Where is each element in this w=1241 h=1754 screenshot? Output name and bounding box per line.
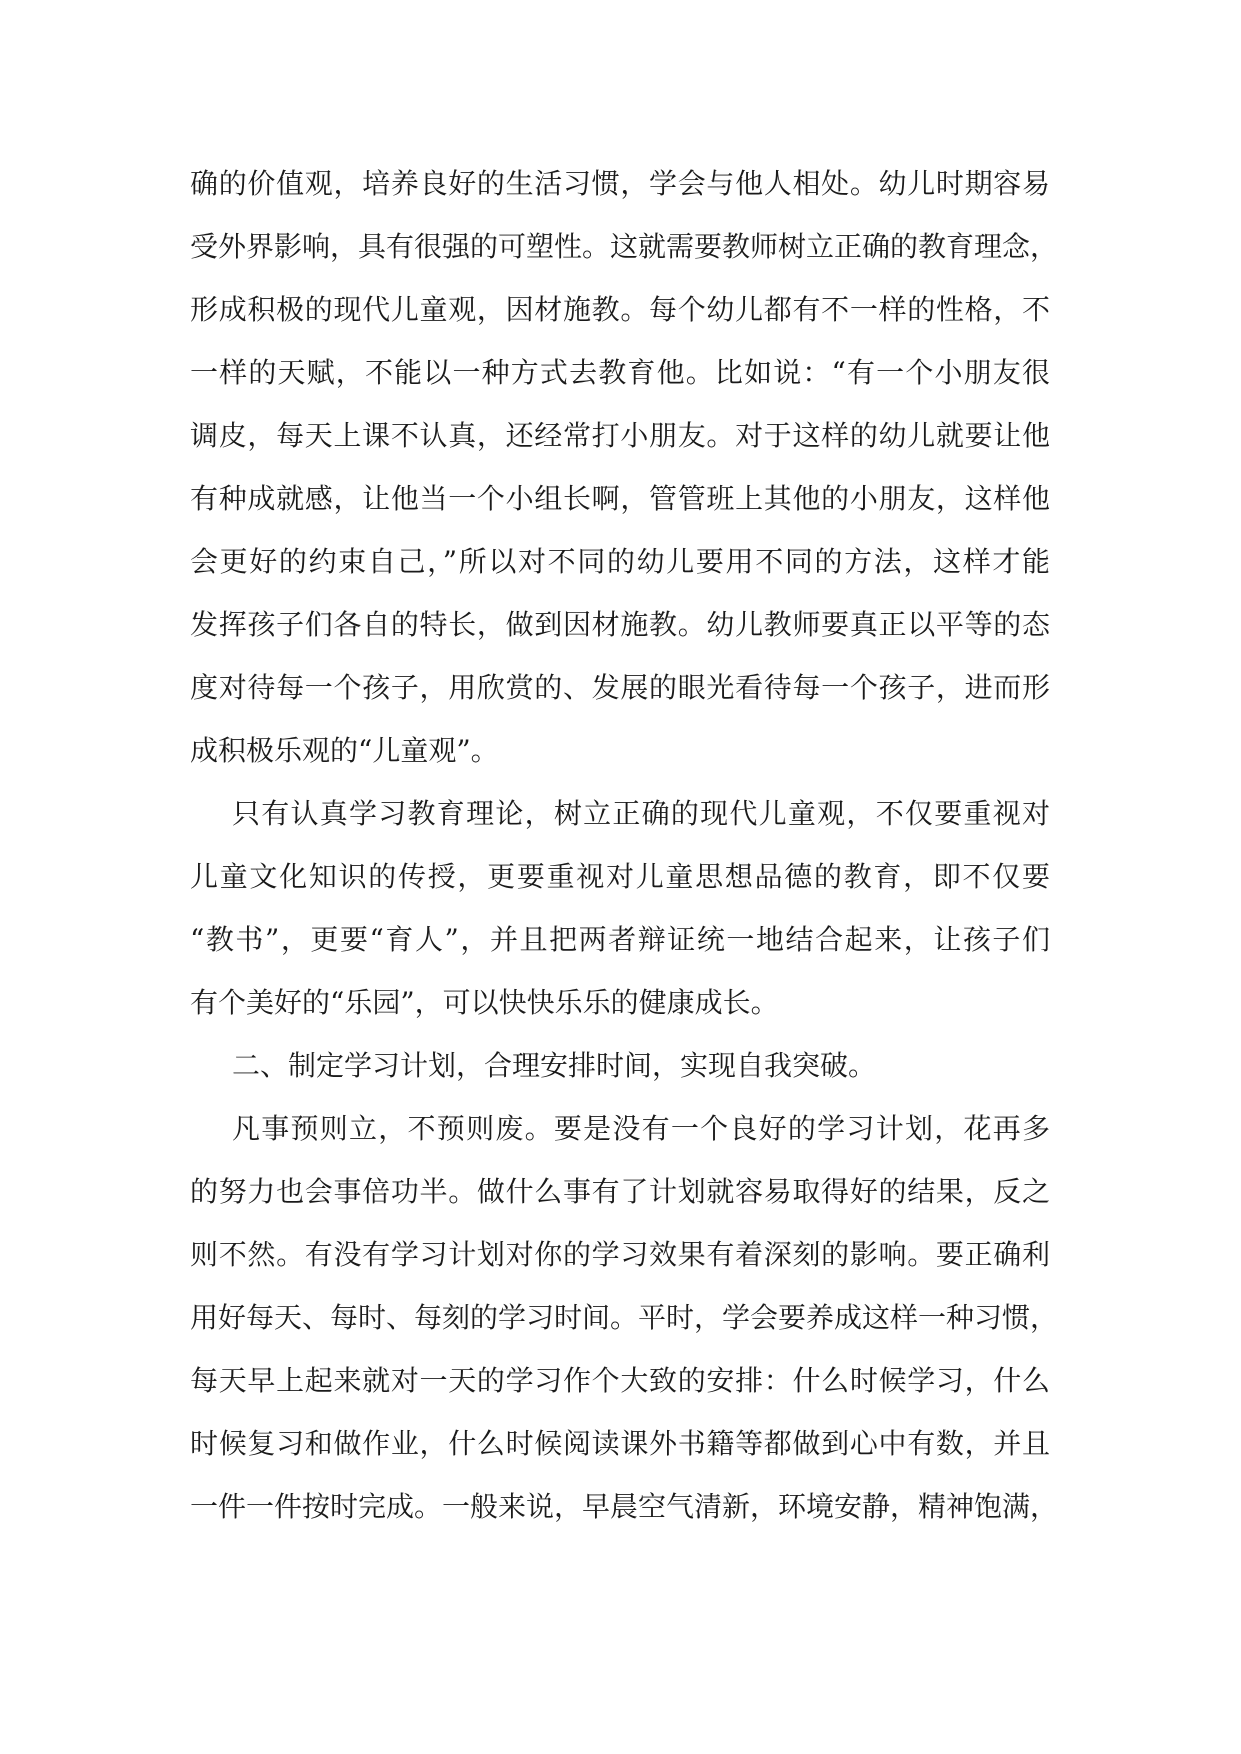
text-line: 发挥孩子们各自的特长，做到因材施教。幼儿教师要真正以平等的态 xyxy=(190,608,1050,641)
text-line: 一件一件按时完成。一般来说，早晨空气清新，环境安静，精神饱满， xyxy=(190,1490,1059,1523)
text-line: 用好每天、每时、每刻的学习时间。平时，学会要养成这样一种习惯， xyxy=(190,1301,1059,1334)
text-line: 调皮，每天上课不认真，还经常打小朋友。对于这样的幼儿就要让他 xyxy=(190,419,1050,452)
text-line: 则不然。有没有学习计划对你的学习效果有着深刻的影响。要正确利 xyxy=(190,1238,1050,1271)
text-line: 每天早上起来就对一天的学习作个大致的安排：什么时候学习，什么 xyxy=(190,1364,1050,1397)
text-line: 受外界影响，具有很强的可塑性。这就需要教师树立正确的教育理念， xyxy=(190,230,1059,263)
text-line: 度对待每一个孩子，用欣赏的、发展的眼光看待每一个孩子，进而形 xyxy=(190,671,1050,704)
text-line: 形成积极的现代儿童观，因材施教。每个幼儿都有不一样的性格，不 xyxy=(190,293,1050,326)
document-body xyxy=(190,152,1059,1538)
text-line: 确的价值观，培养良好的生活习惯，学会与他人相处。幼儿时期容易 xyxy=(190,167,1050,200)
text-line: 儿童文化知识的传授，更要重视对儿童思想品德的教育，即不仅要 xyxy=(190,860,1050,893)
text-line: 一样的天赋，不能以一种方式去教育他。比如说：“有一个小朋友很 xyxy=(190,356,1050,389)
text-line: 有种成就感，让他当一个小组长啊，管管班上其他的小朋友，这样他 xyxy=(190,482,1050,515)
text-line: 时候复习和做作业，什么时候阅读课外书籍等都做到心中有数，并且 xyxy=(190,1427,1050,1460)
text-line: 的努力也会事倍功半。做什么事有了计划就容易取得好的结果，反之 xyxy=(190,1175,1050,1208)
text-line: “教书”，更要“育人”，并且把两者辩证统一地结合起来，让孩子们 xyxy=(190,923,1050,956)
paragraph-first-line: 二、制定学习计划，合理安排时间，实现自我突破。 xyxy=(232,1049,877,1082)
text-line: 成积极乐观的“儿童观”。 xyxy=(190,734,499,767)
paragraph-first-line: 凡事预则立，不预则废。要是没有一个良好的学习计划，花再多 xyxy=(232,1112,1050,1145)
text-line: 会更好的约束自己，”所以对不同的幼儿要用不同的方法，这样才能 xyxy=(190,545,1050,578)
text-line: 有个美好的“乐园”，可以快快乐乐的健康成长。 xyxy=(190,986,779,1019)
paragraph-first-line: 只有认真学习教育理论，树立正确的现代儿童观，不仅要重视对 xyxy=(232,797,1050,830)
